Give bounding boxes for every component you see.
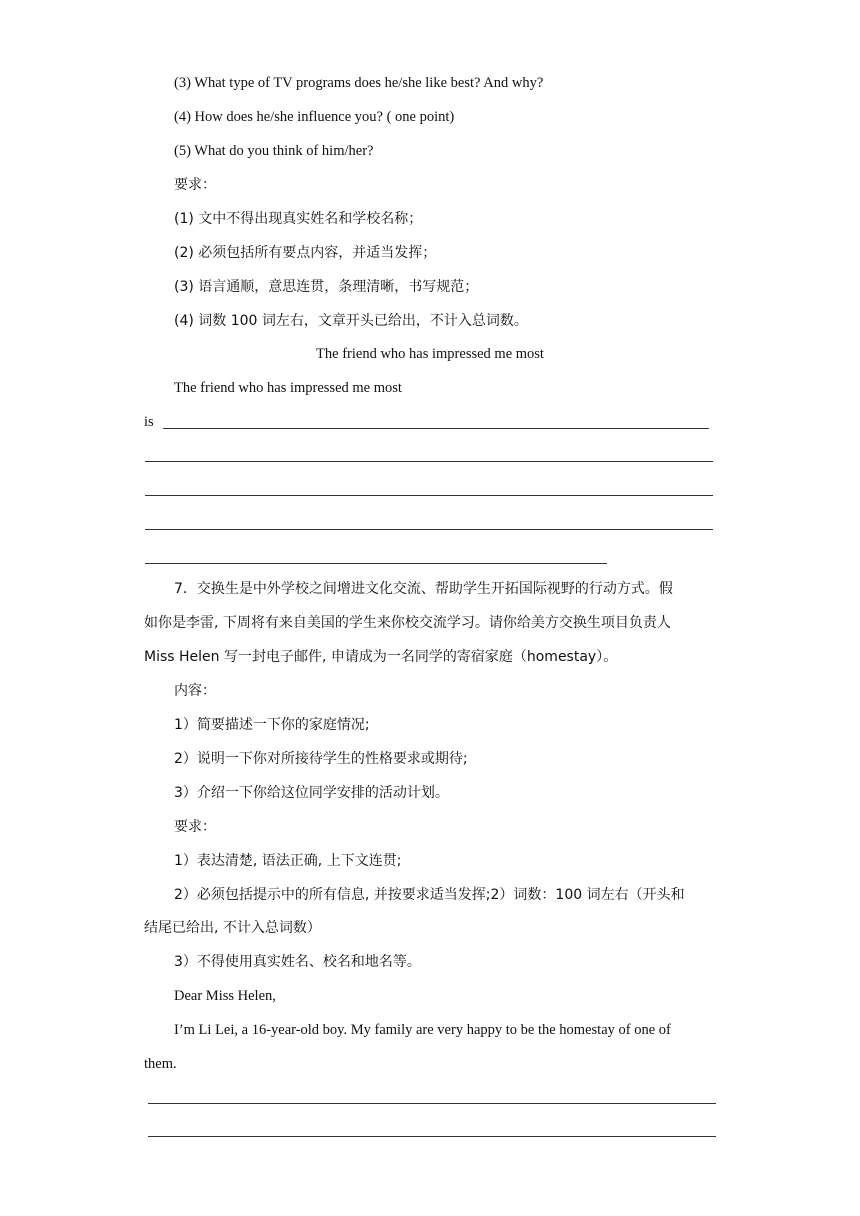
letter-body-line-2: them. [144, 1056, 177, 1072]
writing-line[interactable] [145, 529, 713, 530]
q7-intro-line-1: 7．交换生是中外学校之间增进文化交流、帮助学生开拓国际视野的行动方式。假 [174, 581, 673, 597]
q7-requirement-3: 3）不得使用真实姓名、校名和地名等。 [174, 954, 421, 970]
requirement-1: (1) 文中不得出现真实姓名和学校名称； [174, 211, 423, 227]
q5-line: (5) What do you think of him/her? [174, 143, 374, 159]
q7-intro-line-3: Miss Helen 写一封电子邮件, 申请成为一名同学的寄宿家庭（homestay）。 [144, 649, 618, 665]
requirements-label: 要求： [174, 177, 216, 193]
q7-requirement-1: 1）表达清楚, 语法正确, 上下文连贯; [174, 853, 402, 869]
writing-line[interactable] [163, 428, 709, 429]
letter-salutation: Dear Miss Helen, [174, 988, 276, 1004]
q3-line: (3) What type of TV programs does he/she like best? And why? [174, 75, 544, 91]
content-item-3: 3）介绍一下你给这位同学安排的活动计划。 [174, 785, 449, 801]
q7-intro-line-2: 如你是李雷, 下周将有来自美国的学生来你校交流学习。请你给美方交换生项目负责人 [144, 615, 671, 631]
writing-line[interactable] [148, 1103, 716, 1104]
q4-line: (4) How does he/she influence you? ( one point) [174, 109, 455, 125]
content-item-2: 2）说明一下你对所接待学生的性格要求或期待; [174, 751, 468, 767]
essay-opening: The friend who has impressed me most [174, 380, 402, 396]
requirement-3: (3) 语言通顺，意思连贯，条理清晰，书写规范； [174, 279, 479, 295]
requirement-4: (4) 词数 100 词左右，文章开头已给出，不计入总词数。 [174, 313, 528, 329]
content-item-1: 1）简要描述一下你的家庭情况; [174, 717, 370, 733]
essay-title: The friend who has impressed me most [316, 346, 544, 362]
writing-line[interactable] [148, 1136, 716, 1137]
content-label: 内容： [174, 683, 216, 699]
q7-requirements-label: 要求： [174, 819, 216, 835]
writing-line[interactable] [145, 495, 713, 496]
writing-line[interactable] [145, 563, 607, 564]
writing-line[interactable] [145, 461, 713, 462]
essay-is-word: is [144, 414, 154, 430]
q7-requirement-2-line-2: 结尾已给出, 不计入总词数） [144, 920, 321, 936]
letter-body-line-1: I’m Li Lei, a 16-year-old boy. My family are very happy to be the homestay of one of [174, 1022, 671, 1038]
q7-requirement-2-line-1: 2）必须包括提示中的所有信息, 并按要求适当发挥;2）词数：100 词左右（开头和 [174, 887, 685, 903]
requirement-2: (2) 必须包括所有要点内容，并适当发挥； [174, 245, 437, 261]
